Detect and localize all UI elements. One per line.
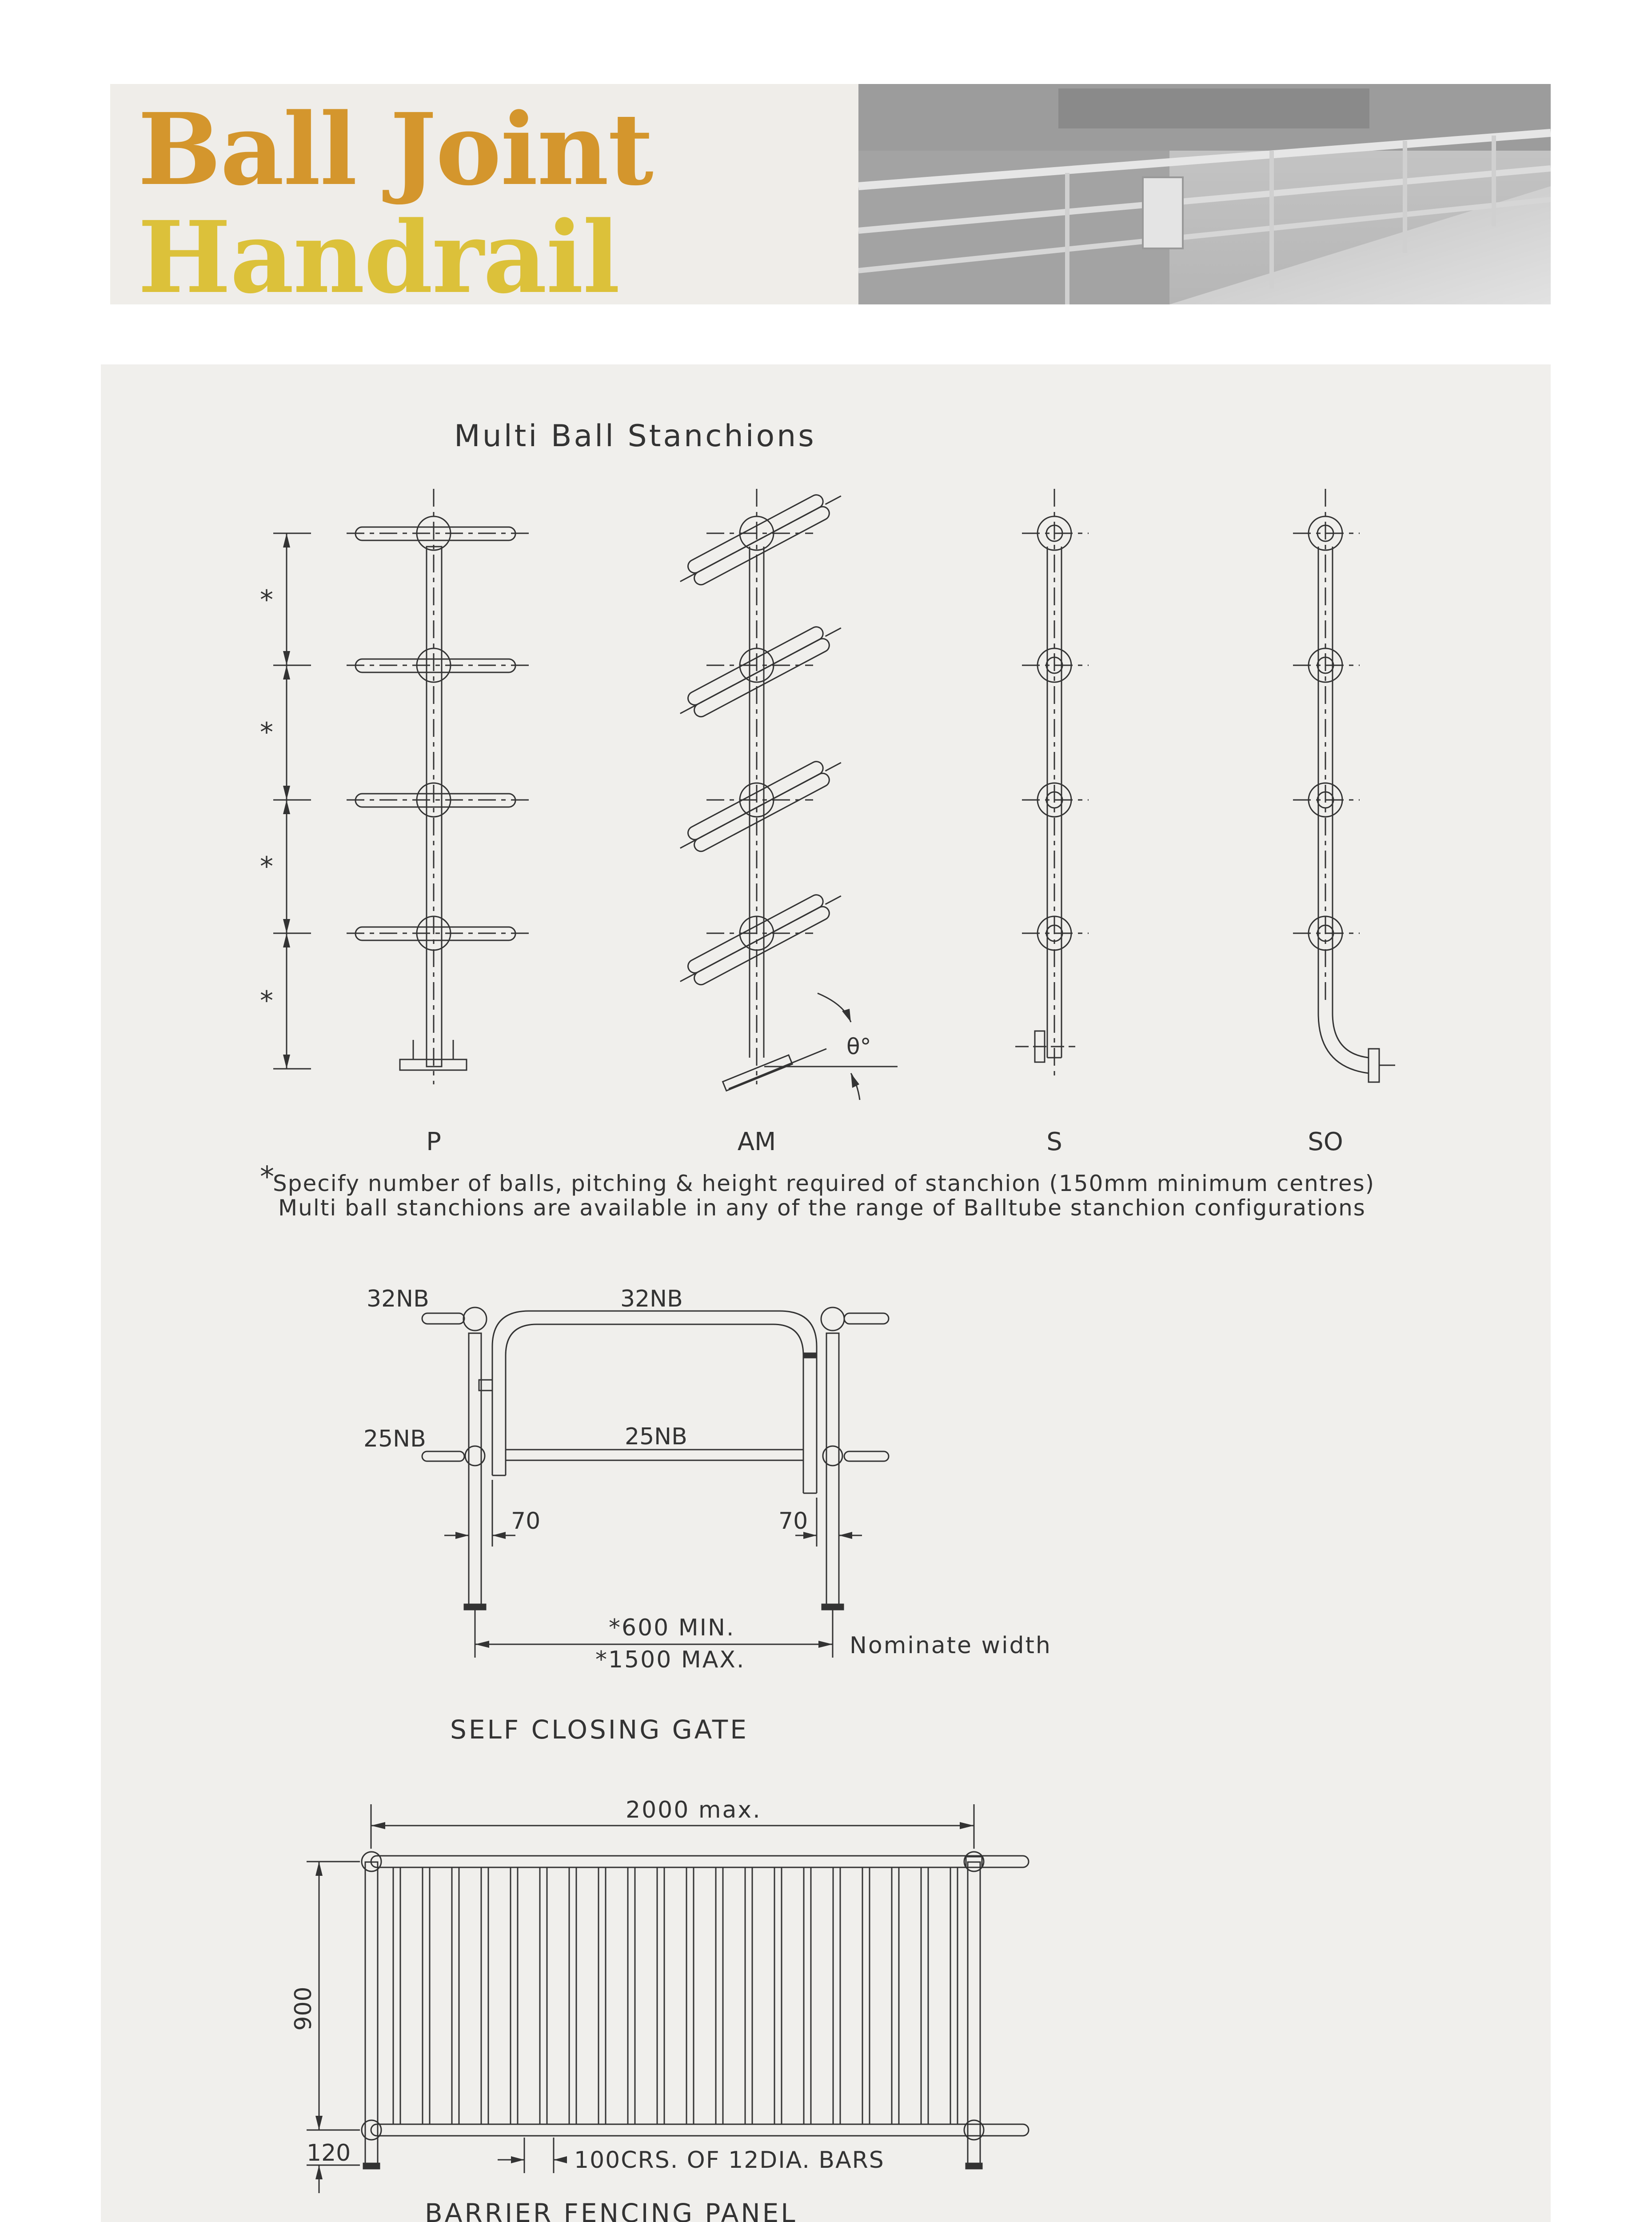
infill-bar: [452, 1867, 459, 2124]
gate-mid-rail-left-label: 25NB: [363, 1426, 426, 1452]
title-line-1: Ball Joint: [138, 92, 653, 208]
ball-joint: [1293, 916, 1360, 950]
self-closing-gate-drawing: [422, 1307, 889, 1658]
infill-bar: [540, 1867, 547, 2124]
gate-top-rail-left-label: 32NB: [367, 1286, 429, 1312]
infill-bar: [599, 1867, 606, 2124]
type-label-p: P: [426, 1127, 441, 1156]
fence-bars-label: 100CRS. OF 12DIA. BARS: [574, 2147, 885, 2174]
base-plate: [723, 1055, 793, 1091]
ball-joint: [674, 616, 847, 725]
stanchion-am: [674, 484, 898, 1100]
gate-gap-left-label: 70: [511, 1508, 541, 1535]
spacing-marker: *: [260, 584, 273, 615]
infill-bar: [950, 1867, 958, 2124]
stanchion-p: [347, 489, 529, 1084]
ball-joint: [1022, 648, 1089, 682]
type-label-so: SO: [1308, 1127, 1343, 1156]
infill-bar: [393, 1867, 400, 2124]
note-line-2: Multi ball stanchions are available in any of the range of Balltube stanchion configurations: [278, 1195, 1366, 1221]
ball-joint: [1022, 783, 1089, 817]
gate-top-rail-label: 32NB: [620, 1286, 683, 1312]
infill-bars: [393, 1867, 958, 2124]
spacing-marker: *: [260, 985, 273, 1016]
gate-mid-rail-label: 25NB: [625, 1423, 687, 1450]
wall-plate: [1369, 1049, 1379, 1082]
ball-joint: [347, 648, 529, 682]
infill-bar: [481, 1867, 488, 2124]
fence-width-label: 2000 max.: [626, 1797, 762, 1823]
type-label-am: AM: [737, 1127, 776, 1156]
ball-joint: [1022, 516, 1089, 550]
fence-height-label: 900: [290, 1986, 317, 2031]
ball-joint: [674, 751, 847, 860]
infill-bar: [745, 1867, 752, 2124]
fence-title: BARRIER FENCING PANEL: [425, 2198, 798, 2222]
ball-joint: [347, 916, 529, 950]
infill-bar: [716, 1867, 723, 2124]
ball-joint: [347, 783, 529, 817]
infill-bar: [657, 1867, 664, 2124]
gate-width-max-label: *1500 MAX.: [595, 1647, 746, 1673]
fence-base-label: 120: [307, 2140, 351, 2166]
title-line-2: Handrail: [138, 200, 619, 316]
gate-width-note: Nominate width: [850, 1632, 1052, 1659]
infill-bar: [833, 1867, 840, 2124]
infill-bar: [569, 1867, 576, 2124]
ball-joint: [1022, 916, 1089, 950]
infill-bar: [774, 1867, 782, 2124]
note-line-1: Specify number of balls, pitching & height required of stanchion (150mm minimum centres): [273, 1171, 1375, 1196]
infill-bar: [862, 1867, 870, 2124]
ball-joint: [674, 484, 847, 593]
infill-bar: [892, 1867, 899, 2124]
infill-bar: [804, 1867, 811, 2124]
spacing-marker: *: [260, 717, 273, 748]
infill-bar: [511, 1867, 518, 2124]
stanchions-heading: Multi Ball Stanchions: [454, 419, 816, 454]
spacing-dimension: [260, 533, 311, 1069]
stanchion-s: [1015, 489, 1089, 1075]
infill-bar: [686, 1867, 694, 2124]
ball-joint: [674, 884, 847, 993]
infill-bar: [628, 1867, 635, 2124]
ball-joint: [1293, 783, 1360, 817]
stanchion-so: [1293, 489, 1395, 1082]
gate-gap-right-label: 70: [778, 1508, 808, 1535]
gate-title: SELF CLOSING GATE: [450, 1714, 749, 1745]
spacing-marker: *: [260, 851, 273, 882]
note-asterisk: *: [260, 1161, 275, 1194]
ball-joint: [1293, 648, 1360, 682]
infill-bar: [921, 1867, 928, 2124]
gate-width-min-label: *600 MIN.: [609, 1615, 735, 1641]
ball-joint: [1293, 516, 1360, 550]
angle-label: θ°: [846, 1034, 871, 1059]
infill-bar: [423, 1867, 430, 2124]
type-label-s: S: [1046, 1127, 1062, 1156]
ball-joint: [347, 516, 529, 550]
barrier-fencing-drawing: [307, 1804, 1029, 2193]
